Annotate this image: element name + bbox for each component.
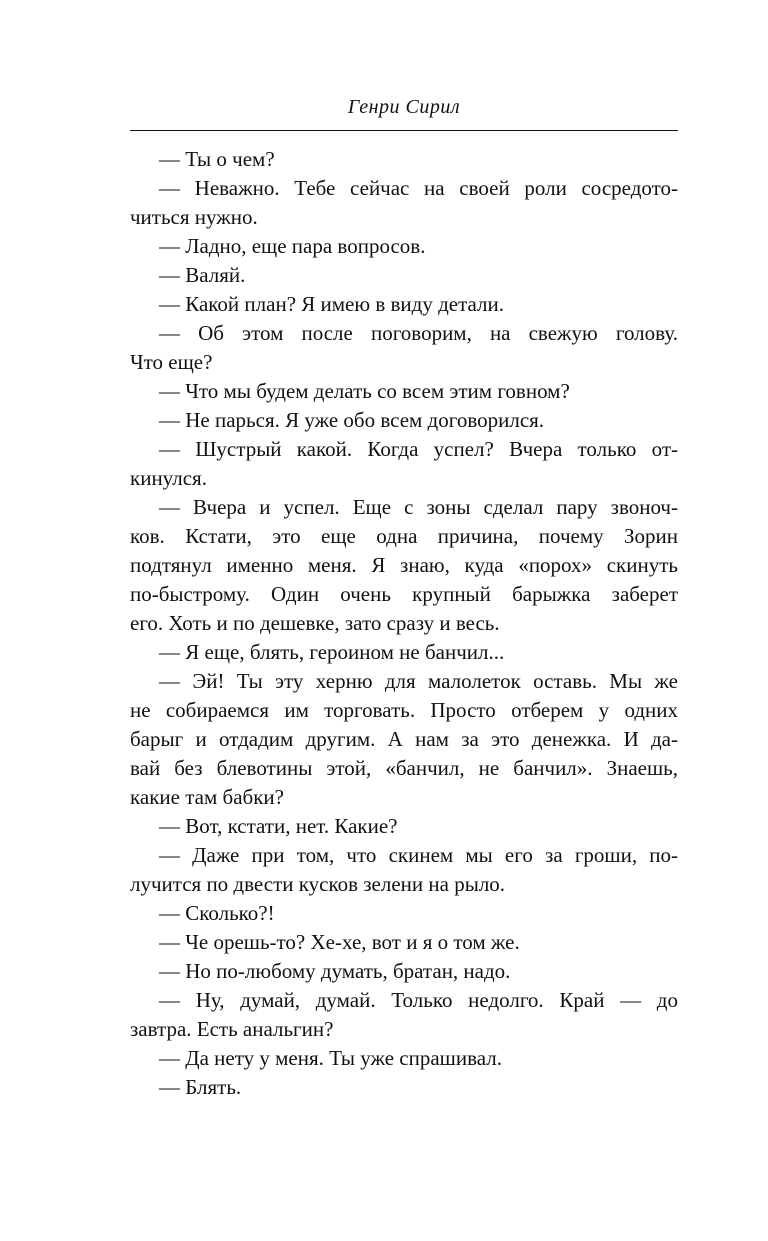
text-line: — Че орешь-то? Хе-хе, вот и я о том же. (159, 930, 520, 954)
body-text (130, 145, 678, 1102)
text-line: — Ладно, еще пара вопросов. (159, 234, 426, 258)
text-line: — Какой план? Я имею в виду детали. (159, 292, 504, 316)
text-line: ков. Кстати, это еще одна причина, почему Зорин (130, 524, 678, 548)
text-line: — Сколько?! (159, 901, 275, 925)
text-line: — Да нету у меня. Ты уже спрашивал. (159, 1046, 502, 1070)
text-line: читься нужно. (130, 205, 258, 229)
text-line: — Шустрый какой. Когда успел? Вчера только от- (159, 437, 678, 461)
text-line: вай без блевотины этой, «банчил, не банчил». Знаешь, (130, 756, 678, 780)
text-line: завтра. Есть анальгин? (130, 1017, 334, 1041)
text-line: — Даже при том, что скинем мы его за гроши, по- (159, 843, 678, 867)
text-line: — Валяй. (159, 263, 246, 287)
text-line: — Что мы будем делать со всем этим говном? (159, 379, 570, 403)
text-line: подтянул именно меня. Я знаю, куда «порох» скинуть (130, 553, 678, 577)
text-line: по-быстрому. Один очень крупный барыжка заберет (130, 582, 678, 606)
text-line: — Неважно. Тебе сейчас на своей роли сосредото- (159, 176, 678, 200)
text-line: — Но по-любому думать, братан, надо. (159, 959, 511, 983)
running-header-author: Генри Сирил (347, 96, 461, 118)
text-line: — Ты о чем? (159, 147, 275, 171)
text-line: барыг и отдадим другим. А нам за это денежка. И да- (130, 727, 678, 751)
text-line: — Об этом после поговорим, на свежую голову. (159, 321, 678, 345)
text-line: Что еще? (130, 350, 213, 374)
text-line: не собираемся им торговать. Просто отберем у одних (130, 698, 678, 722)
text-line: кинулся. (130, 466, 207, 490)
text-line: — Блять. (159, 1075, 242, 1099)
text-line: какие там бабки? (130, 785, 284, 809)
text-line: — Ну, думай, думай. Только недолго. Край — до (159, 988, 678, 1012)
text-line: лучится по двести кусков зелени на рыло. (130, 872, 506, 896)
text-line: — Не парься. Я уже обо всем договорился. (159, 408, 545, 432)
text-line: — Я еще, блять, героином не банчил... (159, 640, 505, 664)
header-rule (130, 130, 678, 131)
text-line: — Эй! Ты эту херню для малолеток оставь. Мы же (159, 669, 678, 693)
text-line: — Вчера и успел. Еще с зоны сделал пару звоноч- (159, 495, 678, 519)
text-line: его. Хоть и по дешевке, зато сразу и весь. (130, 611, 500, 635)
text-line: — Вот, кстати, нет. Какие? (159, 814, 398, 838)
